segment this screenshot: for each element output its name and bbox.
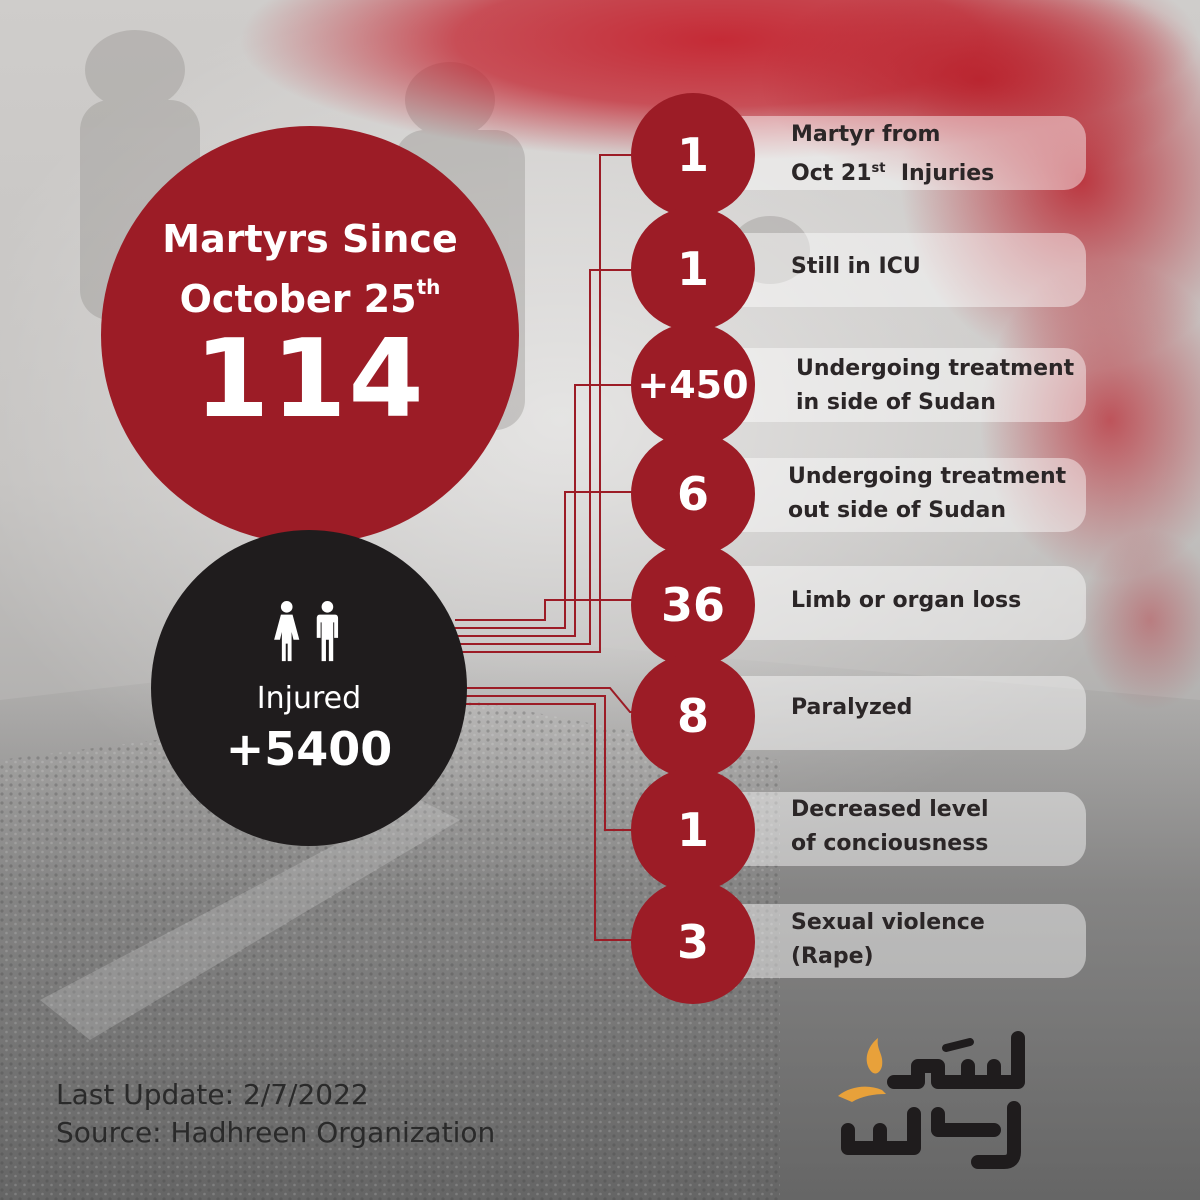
martyrs-title-line1: Martyrs Since bbox=[162, 217, 458, 261]
martyrs-title-line2: October 25th bbox=[179, 275, 441, 321]
stat-circle-paralyzed: 8 bbox=[631, 654, 755, 778]
martyrs-title bbox=[162, 215, 457, 323]
stat-circle-treatment-inside: +450 bbox=[631, 323, 755, 447]
stat-circle-treatment-outside: 6 bbox=[631, 432, 755, 556]
stat-label-sexual-violence: Sexual violence (Rape) bbox=[791, 910, 985, 969]
injured-label: Injured bbox=[256, 680, 362, 716]
footer bbox=[56, 1076, 495, 1152]
stat-label-icu: Still in ICU bbox=[791, 254, 921, 279]
stat-circle-limb-loss: 36 bbox=[631, 543, 755, 667]
stat-label-martyr-oct21: Martyr from Oct 21st Injuries bbox=[791, 122, 995, 186]
stat-label-treatment-inside: Undergoing treatment in side of Sudan bbox=[796, 356, 1075, 415]
stat-label-limb-loss: Limb or organ loss bbox=[791, 588, 1022, 613]
stat-label-consciousness: Decreased level of conciousness bbox=[791, 797, 989, 856]
martyrs-circle bbox=[101, 126, 519, 544]
stat-circle-martyr-oct21: 1 bbox=[631, 93, 755, 217]
stat-circle-consciousness: 1 bbox=[631, 768, 755, 892]
hand-flame-logo-icon bbox=[818, 1030, 1030, 1170]
martyrs-count: 114 bbox=[194, 317, 426, 442]
martyrs-title-suffix: th bbox=[416, 275, 441, 299]
stat-label-paralyzed: Paralyzed bbox=[791, 695, 913, 720]
injured-count: +5400 bbox=[225, 721, 393, 776]
stat-label-treatment-outside: Undergoing treatment out side of Sudan bbox=[788, 464, 1067, 523]
last-update: Last Update: 2/7/2022 bbox=[56, 1078, 369, 1111]
stat-circle-icu: 1 bbox=[631, 207, 755, 331]
stat-circle-sexual-violence: 3 bbox=[631, 880, 755, 1004]
people-icon bbox=[266, 601, 352, 663]
source: Source: Hadhreen Organization bbox=[56, 1116, 496, 1149]
injured-circle bbox=[151, 530, 467, 846]
